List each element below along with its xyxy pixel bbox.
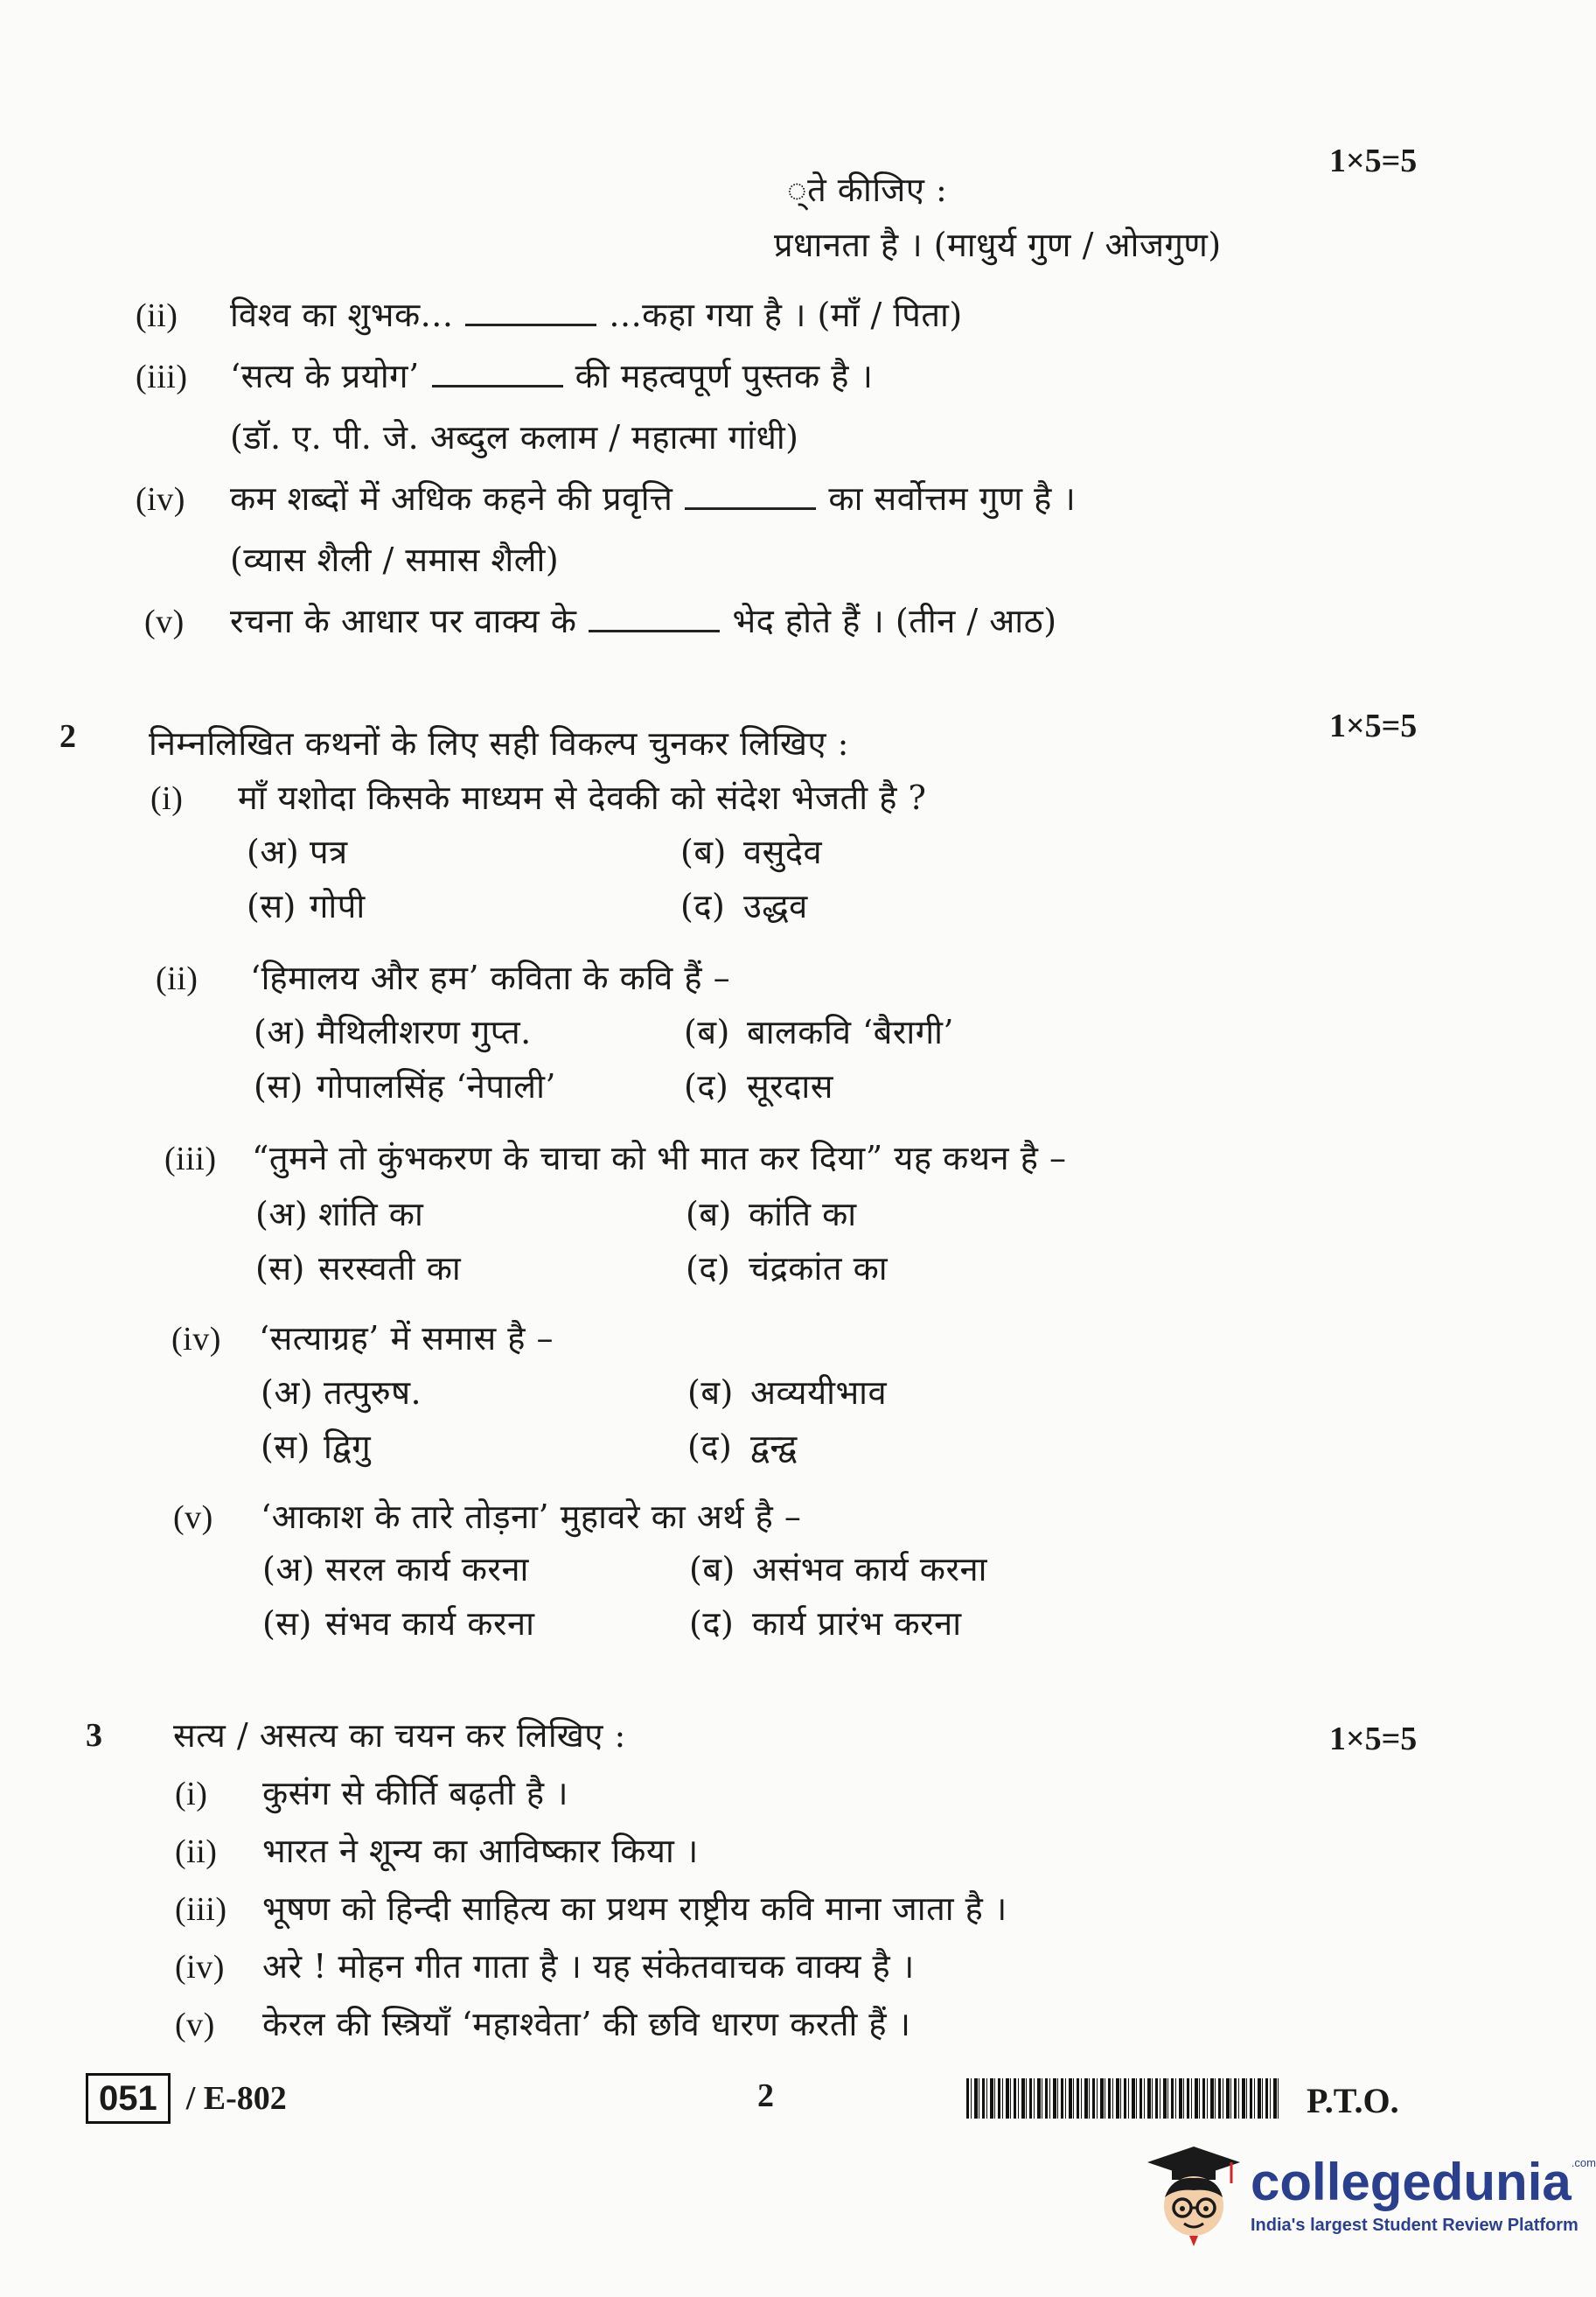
q2-item-1-opt-a (247, 833, 348, 873)
q1-item-5-before: रचना के आधार पर वाक्य के (230, 602, 577, 640)
q3-item-2-num: (ii) (175, 1833, 218, 1870)
q2-item-4-text: ‘सत्याग्रह’ में समास है – (259, 1319, 554, 1358)
q1-item-4 (136, 479, 1076, 520)
q2-item-4-opt-d (687, 1428, 798, 1468)
option-label: (ब) (686, 1195, 732, 1233)
q2-item-2-opt-c (254, 1067, 556, 1107)
q3-item-4 (175, 1947, 915, 1988)
q3-item-3 (175, 1889, 1007, 1930)
q1-item-5-num: (v) (144, 604, 185, 640)
q3-number: 3 (86, 1717, 102, 1754)
q1-item-5-after: भेद होते हैं । (तीन / आठ) (732, 602, 1057, 640)
paper-code-box: 051 (86, 2073, 171, 2124)
pto-label: P.T.O. (1307, 2081, 1399, 2120)
q1-item-2 (136, 296, 963, 337)
q3-item-4-text: अरे ! मोहन गीत गाता है । यह संकेतवाचक वाक्य है । (262, 1947, 915, 1986)
q2-item-3-opt-b (686, 1195, 857, 1235)
option-label: (ब) (680, 833, 727, 871)
option-label: (द) (686, 1249, 731, 1288)
option-label: (द) (687, 1428, 733, 1466)
q2-item-1-num: (i) (150, 780, 184, 817)
option-text: चंद्रकांत का (749, 1249, 889, 1288)
q1-item-2-blank (465, 324, 596, 326)
q1-item-3-num: (iii) (136, 359, 188, 395)
q1-item-4-blank (685, 507, 816, 510)
q1-item-4-before: कम शब्दों में अधिक कहने की प्रवृत्ति (230, 479, 673, 518)
logo-tagline: India's largest Student Review Platform (1251, 2215, 1579, 2235)
option-text: वसुदेव (743, 833, 823, 871)
option-text: सरस्वती का (318, 1249, 462, 1288)
q2-item-3-text: “तुमने तो कुंभकरण के चाचा को भी मात कर दिया” यह कथन है – (252, 1139, 1067, 1177)
q1-item-5-blank (589, 630, 720, 632)
option-text: पत्र (310, 833, 348, 871)
q3-item-5 (175, 2005, 911, 2046)
q1-item-2-after: ...कहा गया है । (माँ / पिता) (609, 296, 963, 334)
q1-item-4-options: (व्यास शैली / समास शैली) (230, 541, 560, 579)
option-label: (स) (254, 1067, 303, 1106)
q2-item-4-opt-a (261, 1373, 422, 1414)
q2-item-5-text: ‘आकाश के तारे तोड़ना’ मुहावरे का अर्थ है – (261, 1498, 802, 1536)
option-text: सूरदास (747, 1067, 833, 1106)
option-label: (स) (255, 1249, 305, 1288)
logo-wordmark: collegedunia (1251, 2152, 1572, 2211)
q1-item-3-after: की महत्वपूर्ण पुस्तक है । (575, 357, 874, 395)
q2-item-5-num: (v) (173, 1499, 213, 1536)
q2-item-2-opt-d (684, 1067, 833, 1107)
option-label: (अ) (247, 833, 300, 871)
q3-item-1-text: कुसंग से कीर्ति बढ़ती है । (262, 1774, 569, 1812)
logo-domain-suffix: .com (1571, 2155, 1596, 2169)
q1-marks: 1×5=5 (1329, 143, 1418, 179)
q1-item-3-before: ‘सत्य के प्रयोग’ (230, 357, 420, 395)
option-label: (अ) (255, 1195, 309, 1233)
q2-item-5 (173, 1498, 801, 1539)
option-label: (ब) (689, 1550, 735, 1588)
q3-marks: 1×5=5 (1329, 1721, 1418, 1757)
option-label: (अ) (261, 1373, 314, 1412)
q2-item-2-num: (ii) (156, 960, 199, 997)
q2-item-5-opt-c (262, 1604, 534, 1644)
q1-item-1 (774, 226, 1222, 266)
student-mascot-icon (1146, 2143, 1242, 2248)
option-text: द्विगु (324, 1428, 372, 1466)
option-text: असंभव कार्य करना (752, 1550, 987, 1588)
option-label: (अ) (254, 1013, 307, 1051)
option-text: बालकवि ‘बैरागी’ (747, 1013, 955, 1051)
q1-item-4-num: (iv) (136, 481, 185, 518)
q2-item-2-opt-a (254, 1013, 532, 1053)
barcode (966, 2078, 1281, 2119)
option-text: गोपालसिंह ‘नेपाली’ (317, 1067, 556, 1106)
option-text: संभव कार्य करना (325, 1604, 535, 1643)
q3-item-5-num: (v) (175, 2007, 215, 2043)
q2-instruction: निम्नलिखित कथनों के लिए सही विकल्प चुनकर लिखिए : (149, 724, 849, 763)
option-text: कार्य प्रारंभ करना (752, 1604, 962, 1643)
option-label: (स) (247, 887, 296, 925)
option-text: द्वन्द्व (750, 1428, 798, 1466)
option-text: उद्धव (743, 887, 808, 925)
q2-item-3 (164, 1139, 1066, 1180)
q1-item-1-after: प्रधानता है । (माधुर्य गुण / ओजगुण) (774, 226, 1222, 264)
option-label: (ब) (687, 1373, 734, 1412)
option-text: गोपी (310, 887, 366, 925)
q2-item-4-opt-c (261, 1428, 371, 1468)
option-text: तत्पुरुष. (324, 1373, 422, 1412)
page-number: 2 (757, 2077, 774, 2114)
q2-item-4-num: (iv) (171, 1321, 221, 1358)
option-text: मैथिलीशरण गुप्त. (317, 1013, 532, 1051)
q1-item-4-after: का सर्वोत्तम गुण है । (828, 479, 1077, 518)
option-text: अव्ययीभाव (750, 1373, 888, 1412)
q3-item-2-text: भारत ने शून्य का आविष्कार किया । (262, 1832, 699, 1870)
option-label: (द) (689, 1604, 735, 1643)
q2-item-4-opt-b (687, 1373, 887, 1414)
paper-number: / E-802 (185, 2080, 287, 2117)
q1-item-5 (144, 602, 1057, 643)
q3-item-2 (175, 1832, 699, 1873)
q2-item-3-opt-c (255, 1249, 461, 1289)
q2-item-3-opt-d (686, 1249, 888, 1289)
option-text: शांति का (318, 1195, 424, 1233)
q3-item-4-num: (iv) (175, 1949, 225, 1986)
option-label: (ब) (684, 1013, 730, 1051)
q2-item-1-opt-c (247, 887, 366, 927)
q2-item-1-opt-b (680, 833, 822, 873)
q3-instruction: सत्य / असत्य का चयन कर लिखिए : (173, 1716, 626, 1755)
q1-item-2-num: (ii) (136, 297, 178, 334)
q2-item-5-opt-a (262, 1550, 529, 1590)
option-label: (द) (684, 1067, 729, 1106)
collegedunia-logo (1146, 2143, 1596, 2248)
q2-item-2-text: ‘हिमालय और हम’ कविता के कवि हैं – (250, 959, 731, 997)
q2-item-1 (150, 778, 926, 820)
option-label: (स) (261, 1428, 310, 1466)
q2-item-3-num: (iii) (164, 1141, 217, 1177)
q2-item-3-opt-a (255, 1195, 423, 1235)
q1-item-3-options: (डॉ. ए. पी. जे. अब्दुल कलाम / महात्मा गांधी) (230, 418, 799, 457)
q2-marks: 1×5=5 (1329, 708, 1418, 744)
q2-item-4 (171, 1319, 554, 1360)
option-text: सरल कार्य करना (325, 1550, 529, 1588)
q3-item-3-text: भूषण को हिन्दी साहित्य का प्रथम राष्ट्रीय कवि माना जाता है । (262, 1889, 1007, 1928)
footer-left (86, 2073, 287, 2124)
q2-item-1-text: माँ यशोदा किसके माध्यम से देवकी को संदेश भेजती है ? (238, 778, 927, 817)
q1-item-2-before: विश्व का शुभक... (230, 296, 454, 334)
q2-item-1-opt-d (680, 887, 808, 927)
q2-number: 2 (59, 718, 76, 755)
option-label: (स) (262, 1604, 312, 1643)
q3-item-1-num: (i) (175, 1776, 208, 1812)
q3-item-1 (175, 1774, 568, 1815)
q3-item-5-text: केरल की स्त्रियाँ ‘महाश्वेता’ की छवि धारण करती हैं । (262, 2005, 911, 2043)
option-label: (द) (680, 887, 726, 925)
q3-item-3-num: (iii) (175, 1891, 227, 1928)
q1-item-3 (136, 357, 873, 398)
option-label: (अ) (262, 1550, 316, 1588)
q1-item-3-blank (432, 385, 563, 387)
q1-instruction-fragment: ्ते कीजिए : (787, 171, 948, 209)
q2-item-5-opt-b (689, 1550, 987, 1590)
q2-item-2 (156, 959, 730, 1000)
q2-item-2-opt-b (684, 1013, 954, 1053)
option-text: कांति का (749, 1195, 857, 1233)
q2-item-5-opt-d (689, 1604, 962, 1644)
